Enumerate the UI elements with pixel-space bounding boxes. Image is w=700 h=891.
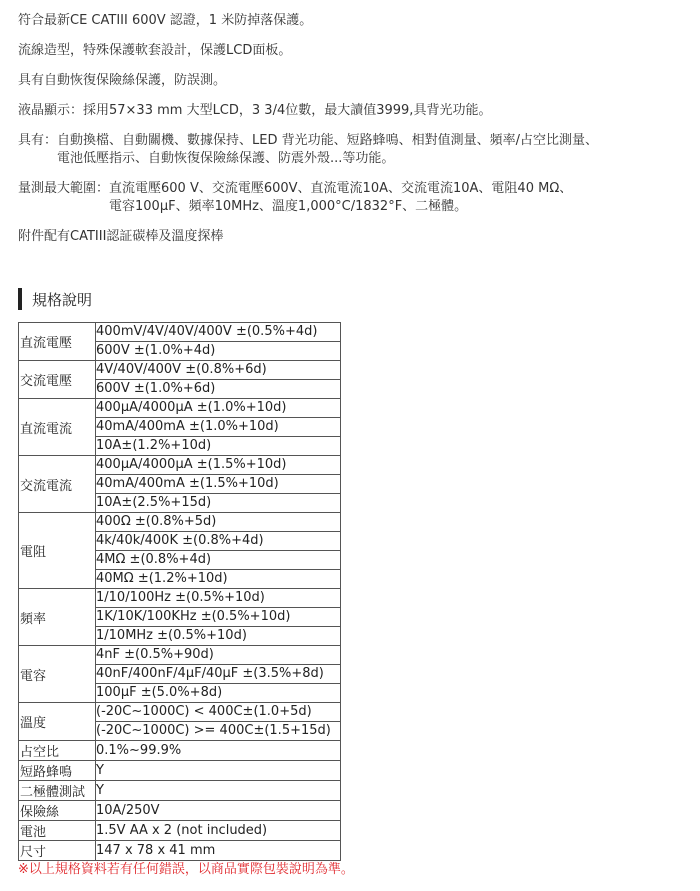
spec-value: 40mA/400mA ±(1.5%+10d) [96,475,340,494]
spec-value-cell [96,589,341,646]
spec-value: (-20C~1000C) < 400C±(1.0+5d) [96,703,340,722]
spec-name: 短路蜂鳴 [19,761,96,781]
spec-value-cell [96,781,341,801]
spec-row [19,589,341,646]
spec-row [19,821,341,841]
spec-row [19,801,341,821]
spec-value-cell [96,513,341,589]
feature-list [18,12,698,258]
spec-name: 二極體測試 [19,781,96,801]
feature-certification: 符合最新CE CATIII 600V 認證，1 米防掉落保護。 [18,13,313,28]
spec-row [19,781,341,801]
spec-value: 1.5V AA x 2 (not included) [96,822,268,838]
spec-value: 600V ±(1.0%+6d) [96,381,216,396]
spec-value-cell [96,399,341,456]
spec-row [19,456,341,513]
spec-name: 頻率 [19,589,96,646]
spec-value: 4V/40V/400V ±(0.8%+6d) [96,361,340,380]
spec-value: 1/10/100Hz ±(0.5%+10d) [96,589,340,608]
spec-value-cell [96,821,341,841]
spec-value: 400μA/4000μA ±(1.5%+10d) [96,456,340,475]
spec-row [19,399,341,456]
spec-name: 交流電壓 [19,361,96,399]
spec-value: 400Ω ±(0.8%+5d) [96,513,340,532]
spec-value-cell [96,703,341,741]
spec-value-cell [96,801,341,821]
spec-value: Y [96,762,104,778]
spec-value-cell [96,323,341,361]
functions-line: 自動換檔、自動關機、數據保持、LED 背光功能、短路蜂鳴、相對值測量、頻率/占空比測量、 [57,133,598,148]
spec-name: 溫度 [19,703,96,741]
spec-value: 0.1%~99.9% [96,742,182,758]
spec-value: 40mA/400mA ±(1.0%+10d) [96,418,340,437]
spec-value: Y [96,782,104,798]
spec-value-cell [96,456,341,513]
spec-name: 直流電流 [19,399,96,456]
spec-name: 交流電流 [19,456,96,513]
spec-name: 占空比 [19,741,96,761]
spec-value: 1K/10K/100KHz ±(0.5%+10d) [96,608,340,627]
spec-row [19,703,341,741]
spec-value: 10A±(1.2%+10d) [96,438,212,453]
spec-value: (-20C~1000C) >= 400C±(1.5+15d) [96,723,331,738]
spec-value: 400mV/4V/40V/400V ±(0.5%+4d) [96,323,340,342]
spec-name: 電阻 [19,513,96,589]
disclaimer: ※以上規格資料若有任何錯誤，以商品實際包裝說明為準。 [18,862,354,877]
feature-lcd: 液晶顯示：採用57×33 mm 大型LCD，3 3/4位數，最大讀值3999,具背光功能。 [18,103,492,118]
spec-value-cell [96,646,341,703]
heading-bar [18,288,22,310]
spec-name: 直流電壓 [19,323,96,361]
spec-value: 40MΩ ±(1.2%+10d) [96,571,228,586]
spec-value: 400μA/4000μA ±(1.0%+10d) [96,399,340,418]
feature-range [18,180,698,216]
spec-row [19,323,341,361]
spec-value: 4nF ±(0.5%+90d) [96,646,340,665]
spec-row [19,741,341,761]
spec-name: 尺寸 [19,841,96,861]
functions-label: 具有： [18,133,58,148]
spec-value-cell [96,761,341,781]
range-label: 量測最大範圍： [18,181,110,196]
spec-row [19,361,341,399]
section-title: 規格說明 [32,290,93,309]
spec-value: 4MΩ ±(0.8%+4d) [96,551,340,570]
spec-value: 1/10MHz ±(0.5%+10d) [96,628,247,643]
feature-design: 流線造型，特殊保護軟套設計，保護LCD面板。 [18,43,292,58]
spec-value: 147 x 78 x 41 mm [96,842,216,858]
spec-value: 100μF ±(5.0%+8d) [96,685,223,700]
spec-row [19,513,341,589]
spec-value: 600V ±(1.0%+4d) [96,343,216,358]
range-line: 直流電壓600 V、交流電壓600V、直流電流10A、交流電流10A、電阻40 MΩ、 [109,181,573,196]
spec-value: 4k/40k/400K ±(0.8%+4d) [96,532,340,551]
spec-name: 電池 [19,821,96,841]
spec-value-cell [96,741,341,761]
feature-accessory: 附件配有CATIII認証碳棒及溫度探棒 [18,229,224,244]
spec-name: 保險絲 [19,801,96,821]
feature-fuse-protection: 具有自動恢復保險絲保護，防誤測。 [18,73,227,88]
spec-value: 40nF/400nF/4μF/40μF ±(3.5%+8d) [96,665,340,684]
section-heading [18,287,92,311]
range-line: 電容100μF、頻率10MHz、溫度1,000°C/1832°F、二極體。 [109,199,468,214]
spec-row [19,761,341,781]
spec-table [18,322,341,861]
spec-name: 電容 [19,646,96,703]
functions-line: 電池低壓指示、自動恢復保險絲保護、防震外殼...等功能。 [57,151,395,166]
spec-value-cell [96,361,341,399]
spec-value: 10A±(2.5%+15d) [96,495,212,510]
spec-value: 10A/250V [96,802,160,818]
spec-row [19,646,341,703]
feature-functions [18,132,698,168]
